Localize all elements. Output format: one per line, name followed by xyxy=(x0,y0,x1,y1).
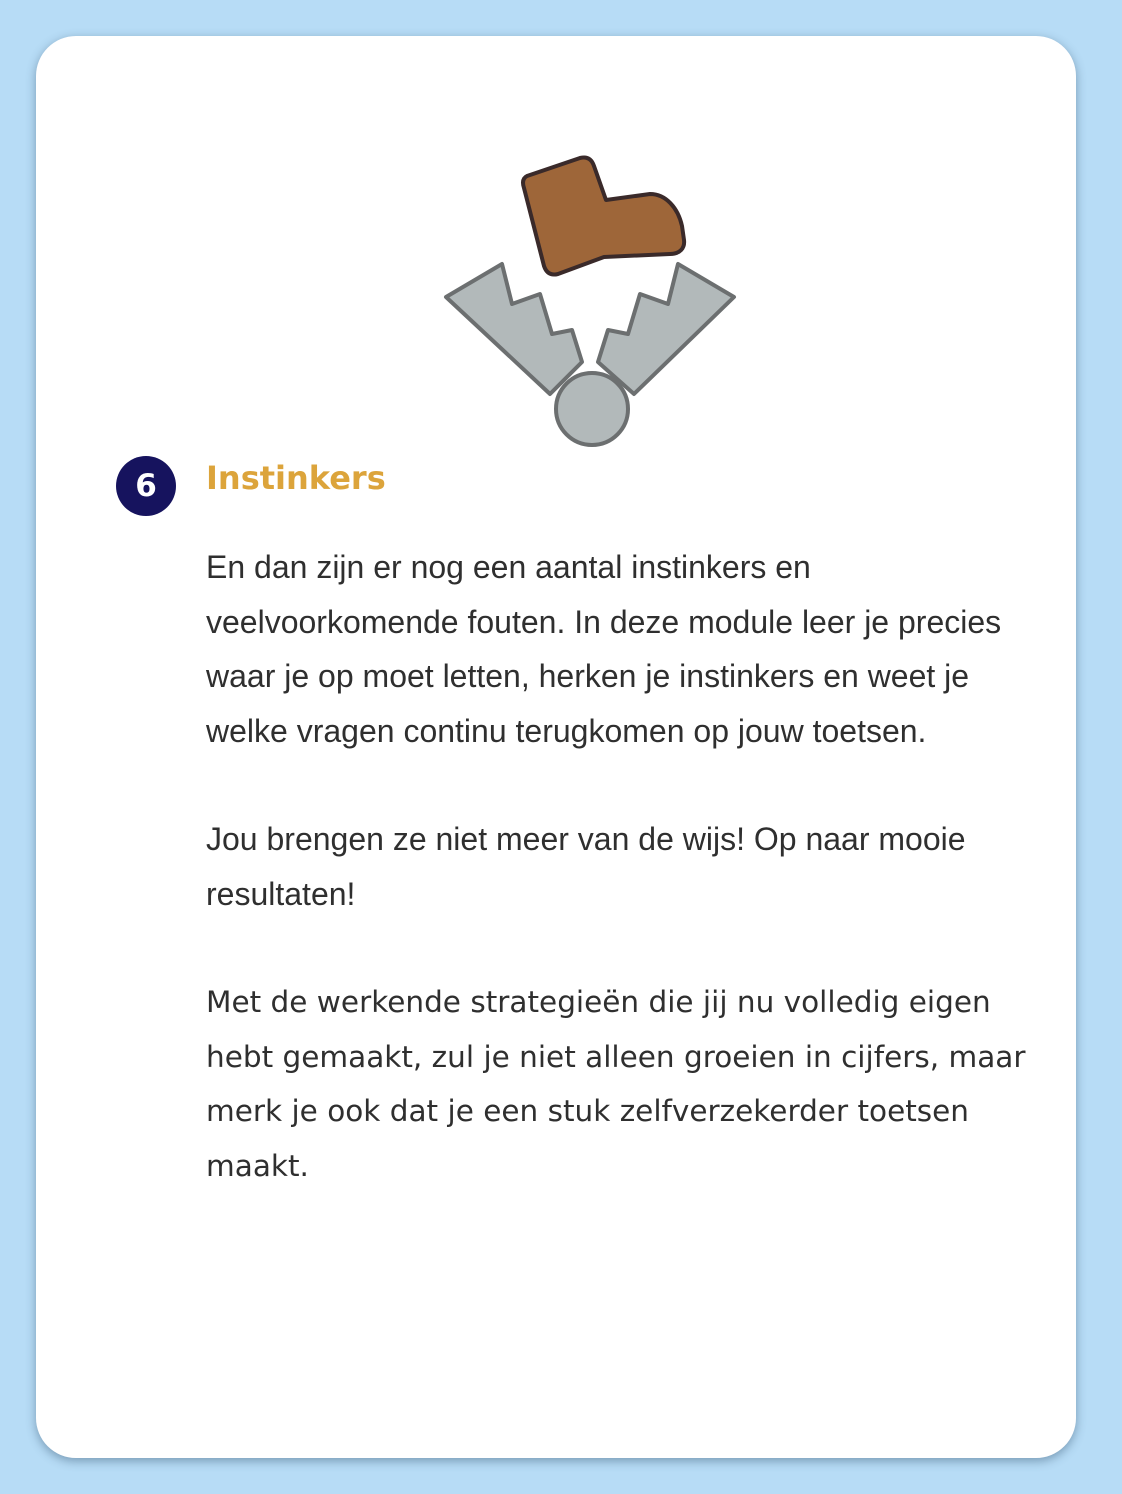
step-number-badge xyxy=(116,456,176,516)
trap-base xyxy=(556,373,628,445)
boot xyxy=(523,157,684,274)
trap-right-jaw xyxy=(598,264,734,394)
step-description xyxy=(206,540,1026,1193)
step-card xyxy=(36,36,1076,1458)
trap-boot-icon xyxy=(442,154,742,450)
trap-left-jaw xyxy=(446,264,582,394)
paragraph-intro: En dan zijn er nog een aantal instinkers en veelvoorkomende fouten. In deze module leer je precies waar je op moet letten, herken je instinkers en weet je welke vragen continu terugkomen op jouw toetsen. xyxy=(206,549,1002,749)
step-title: Instinkers xyxy=(206,459,386,497)
paragraph-conclusion: Met de werkende strategieën die jij nu volledig eigen hebt gemaakt, zul je niet alleen groeien in cijfers, maar merk je ook dat je een stuk zelfverzekerder toetsen maakt. xyxy=(206,985,1026,1183)
step-number: 6 xyxy=(135,468,157,504)
paragraph-encouragement: Jou brengen ze niet meer van de wijs! Op naar mooie resultaten! xyxy=(206,821,966,912)
